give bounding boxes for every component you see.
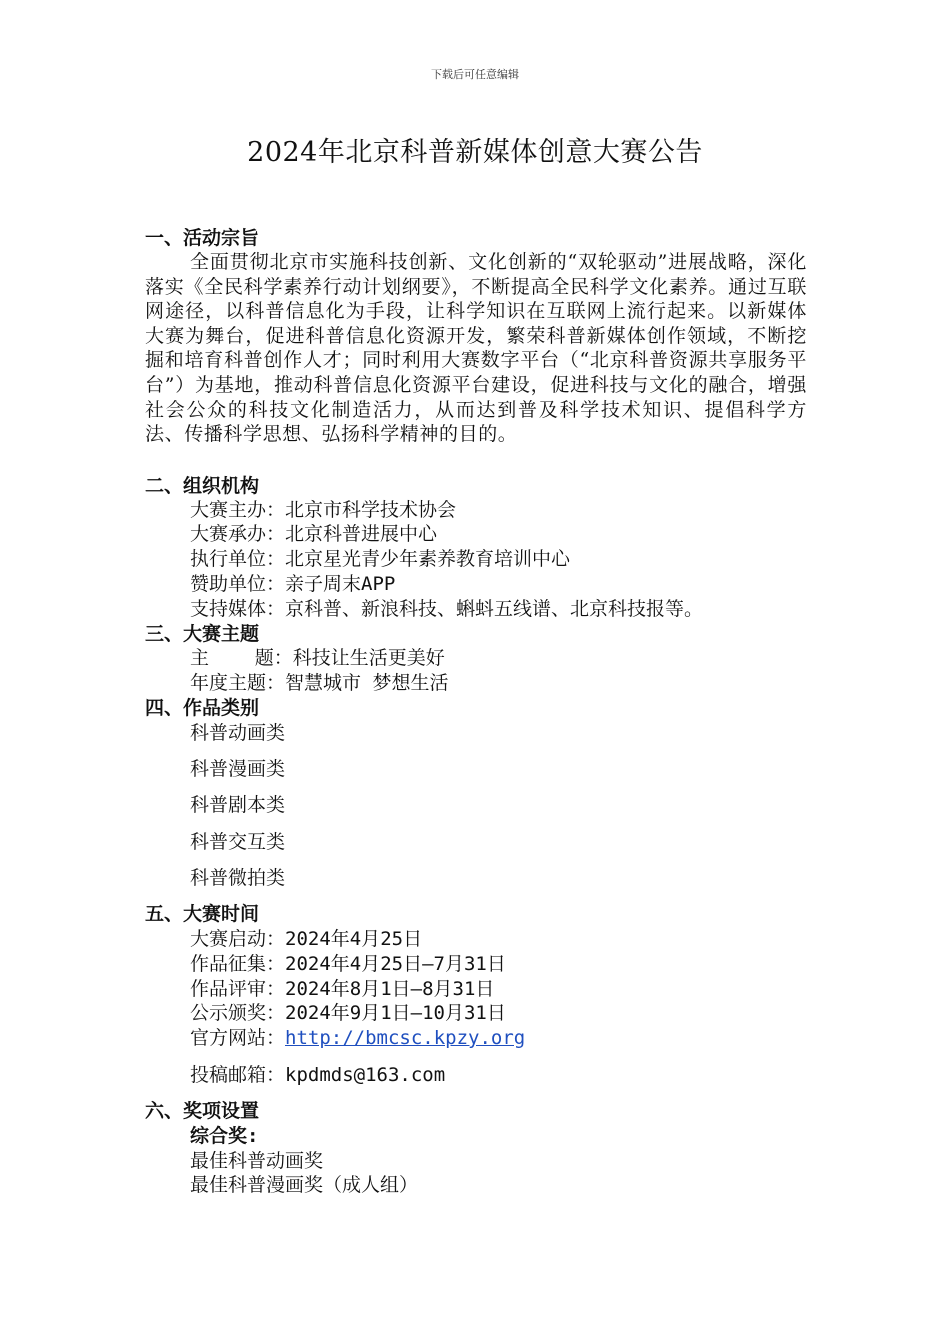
purpose-paragraph: 全面贯彻北京市实施科技创新、文化创新的“双轮驱动”进展战略，深化落实《全民科学素养行动计划纲要》，不断提高全民科学文化素养。通过互联网途径，以科普信息化为手段，让科学知识在互联网上流行起来。以新媒体大赛为舞台，促进科普信息化资源开发，繁荣科普新媒体创作领域，不断挖掘和培育科普创作人才；同时利用大赛数字平台（“北京科普资源共享服务平台”）为基地，推动科普信息化资源平台建设，促进科技与文化的融合，增强社会公众的科技文化制造活力，从而达到普及科学技术知识、提倡科学方法、传播科学思想、弘扬科学精神的目的。: [145, 251, 807, 446]
schedule-line: 公示颁奖：2024年9月1日—10月31日: [190, 1002, 506, 1024]
theme-line: 年度主题：智慧城市 梦想生活: [190, 672, 449, 694]
section-heading-categories: 四、作品类别: [145, 697, 260, 719]
category-item: 科普动画类: [190, 722, 286, 744]
category-item: 科普剧本类: [190, 794, 286, 816]
org-line: 赞助单位：亲子周末APP: [190, 573, 396, 595]
award-item: 最佳科普动画奖: [190, 1150, 324, 1172]
org-line: 支持媒体：京科普、新浪科技、蝌蚪五线谱、北京科技报等。: [190, 598, 704, 620]
org-line: 大赛主办：北京市科学技术协会: [190, 499, 457, 521]
section-heading-theme: 三、大赛主题: [145, 623, 260, 645]
schedule-line: 大赛启动：2024年4月25日: [190, 928, 423, 950]
section-heading-organization: 二、组织机构: [145, 475, 260, 497]
org-line: 大赛承办：北京科普进展中心: [190, 523, 438, 545]
section-heading-purpose: 一、活动宗旨: [145, 227, 260, 249]
theme-line: 主 题：科技让生活更美好: [190, 647, 445, 669]
official-site-link[interactable]: http://bmcsc.kpzy.org: [285, 1027, 526, 1049]
page-header: 下载后可任意编辑: [431, 68, 519, 81]
page-title: 2024年北京科普新媒体创意大赛公告: [247, 137, 703, 168]
schedule-line: 作品评审：2024年8月1日—8月31日: [190, 978, 495, 1000]
official-site-label: 官方网站：: [190, 1027, 286, 1049]
award-item: 最佳科普漫画奖（成人组）: [190, 1174, 419, 1196]
category-item: 科普交互类: [190, 831, 286, 853]
schedule-line: 作品征集：2024年4月25日—7月31日: [190, 953, 506, 975]
award-subheading: 综合奖:: [190, 1125, 259, 1147]
section-heading-awards: 六、奖项设置: [145, 1100, 260, 1122]
section-heading-schedule: 五、大赛时间: [145, 903, 260, 925]
category-item: 科普漫画类: [190, 758, 286, 780]
org-line: 执行单位：北京星光青少年素养教育培训中心: [190, 548, 571, 570]
official-site-line: [190, 1026, 525, 1050]
category-item: 科普微拍类: [190, 867, 286, 889]
email-line: 投稿邮箱：kpdmds@163.com: [190, 1064, 446, 1086]
